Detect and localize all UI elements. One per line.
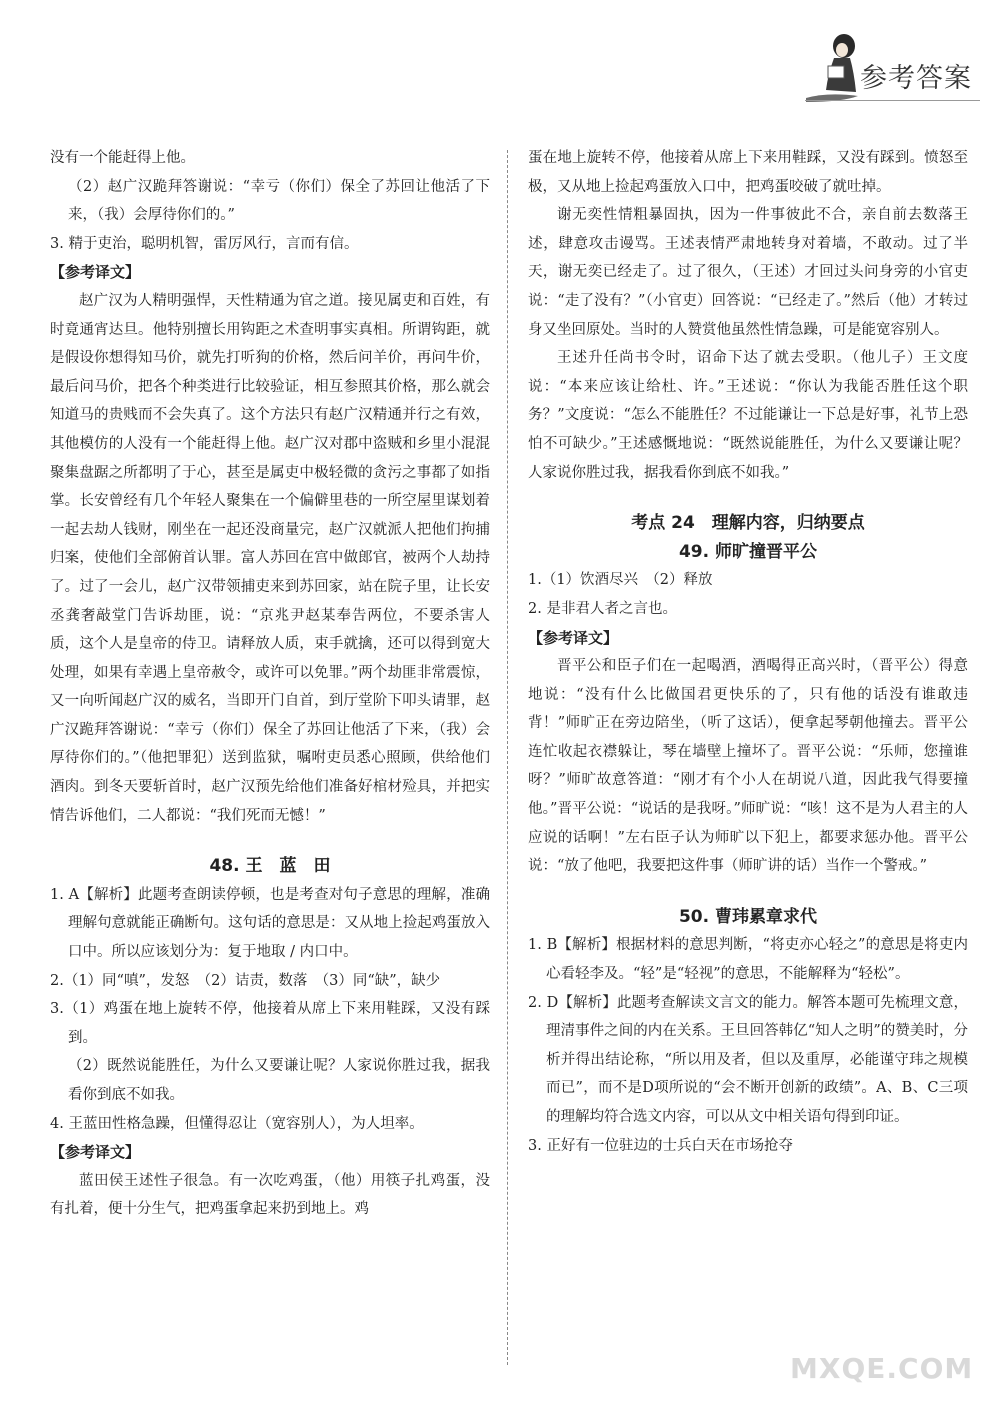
section-gap: [50, 830, 490, 852]
left-column: [50, 144, 490, 1224]
section-title: 50. 曹玮累章求代: [678, 906, 818, 927]
right-column: [528, 144, 968, 1160]
column-divider: [507, 150, 508, 1365]
answer-item: 1.（1）饮酒尽兴 （2）释放: [528, 572, 713, 589]
paragraph: 晋平公和臣子们在一起喝酒，酒喝得正高兴时，（晋平公）得意地说：“没有什么比做国君更快乐的了，只有他的话没有谁敢违背！”师旷正在旁边陪坐，（听了这话），便拿起琴朝他撞去。晋平公连忙收起衣襟躲让，琴在墙壁上撞坏了。晋平公说：“乐师，您撞谁呀？”师旷故意答道：“刚才有个小人在胡说八道，因此我气得要撞他。”晋平公说：“说话的是我呀。”师旷说：“咳！这不是为人君主的人应说的话啊！”左右臣子认为师旷以下犯上，都要求惩办他。晋平公说：“放了他吧，我要把这件事（师旷讲的话）当作一个警戒。”: [528, 658, 968, 875]
paragraph: 谢无奕性情粗暴固执，因为一件事彼此不合，亲自前去数落王述，肆意攻击谩骂。王述表情严肃地转身对着墙，不敢动。过了半天，谢无奕已经走了。过了很久，（王述）才回过头问身旁的小官吏说：“走了没有？”（小官吏）回答说：“已经走了。”然后（他）才转过身又坐回原处。当时的人赞赏他虽然性情急躁，可是能宽容别人。: [528, 207, 968, 338]
page-header-title: 参考答案: [860, 63, 972, 94]
paragraph: 没有一个能赶得上他。: [50, 150, 195, 166]
section-gap: [528, 487, 968, 509]
section-title: 48. 王 蓝 田: [209, 856, 331, 877]
answer-subitem: （2）赵广汉跪拜答谢说：“幸亏（你们）保全了苏回让他活了下来，（我）会厚待你们的。”: [68, 178, 490, 224]
answer-item: 3. 精于吏治，聪明机智，雷厉风行，言而有信。: [50, 235, 359, 252]
translation-label: 【参考译文】: [50, 263, 141, 282]
answer-subitem: （2）既然说能胜任，为什么又要谦让呢？人家说你胜过我，据我看你到底不如我。: [68, 1058, 490, 1103]
answer-item: 1. B【解析】根据材料的意思判断，“将吏亦心轻之”的意思是将吏内心看轻李及。“轻”是“轻视”的意思，不能解释为“轻松”。: [528, 937, 968, 983]
translation-label: 【参考译文】: [528, 628, 619, 647]
answer-item: 2. 是非君人者之言也。: [528, 600, 677, 617]
answer-item: 3.（1）鸡蛋在地上旋转不停，他接着从席上下来用鞋踩，又没有踩到。: [50, 1001, 490, 1046]
section-gap: [528, 881, 968, 903]
section-title: 考点 24 理解内容，归纳要点: [631, 513, 865, 534]
answer-item: 2.（1）同“嗔”，发怒 （2）诘责，数落 （3）同“缺”，缺少: [50, 972, 441, 989]
answer-item: 4. 王蓝田性格急躁，但懂得忍让（宽容别人），为人坦率。: [50, 1115, 424, 1132]
answer-item: 2. D【解析】此题考查解读文言文的能力。解答本题可先梳理文意，理清事件之间的内在关系。王旦回答韩亿“知人之明”的赞美时，分析并得出结论称，“所以用及者，但以及重厚，必能谨守玮之规模而已”，而不是D项所说的“会不断开创新的政绩”。A、B、C三项的理解均符合选文内容，可以从文中相关语句得到印证。: [528, 994, 968, 1125]
paragraph: 王述升任尚书令时，诏命下达了就去受职。（他儿子）王文度说：“本来应该让给杜、许。”王述说：“你认为我能否胜任这个职务？”文度说：“怎么不能胜任？不过能谦让一下总是好事，礼节上恐怕不可缺少。”王述感慨地说：“既然说能胜任，为什么又要谦让呢？人家说你胜过我，据我看你到底不如我。”: [528, 350, 968, 481]
paragraph: 蓝田侯王述性子很急。有一次吃鸡蛋，（他）用筷子扎鸡蛋，没有扎着，便十分生气，把鸡蛋拿起来扔到地上。鸡: [50, 1172, 490, 1218]
header-rule: [805, 100, 980, 101]
paragraph: 赵广汉为人精明强悍，天性精通为官之道。接见属吏和百姓，有时竟通宵达旦。他特别擅长用钩距之术查明事实真相。所谓钩距，就是假设你想得知马价，就先打听狗的价格，然后问羊价，再问牛价，最后问马价，把各个种类进行比较验证，相互参照其价格，那么就会知道马的贵贱而不会失真了。这个方法只有赵广汉精通并行之有效，其他模仿的人没有一个能赶得上他。赵广汉对郡中盗贼和乡里小混混聚集盘踞之所都明了于心，甚至是属吏中极轻微的贪污之事都了如指掌。长安曾经有几个年轻人聚集在一个偏僻里巷的一所空屋里谋划着一起去劫人钱财，刚坐在一起还没商量完，赵广汉就派人把他们拘捕归案，使他们全部俯首认罪。富人苏回在宫中做郎官，被两个人劫持了。过了一会儿，赵广汉带领捕吏来到苏回家，站在院子里，让长安丞龚奢敲堂门告诉劫匪，说：“京兆尹赵某奉告两位，不要杀害人质，这个人是皇帝的侍卫。请释放人质，束手就擒，还可以得到宽大处理，如果有幸遇上皇帝赦令，或许可以免罪。”两个劫匪非常震惊，又一向听闻赵广汉的威名，当即开门自首，到厅堂阶下叩头请罪，赵广汉跪拜答谢说：“幸亏（你们）保全了苏回让他活了下来，（我）会厚待你们的。”（他把罪犯）送到监狱，嘱咐吏员悉心照顾，供给他们酒肉。到冬天要斩首时，赵广汉预先给他们准备好棺材殓具，并把实情告诉他们，二人都说：“我们死而无憾！”: [50, 292, 490, 824]
translation-label: 【参考译文】: [50, 1143, 141, 1162]
watermark: MXQE.COM: [790, 1352, 974, 1385]
paragraph: 蛋在地上旋转不停，他接着从席上下来用鞋踩，又没有踩到。愤怒至极，又从地上捡起鸡蛋放入口中，把鸡蛋咬破了就吐掉。: [528, 150, 968, 195]
section-title: 49. 师旷撞晋平公: [678, 541, 818, 562]
answer-item: 1. A【解析】此题考查朗读停顿，也是考查对句子意思的理解，准确理解句意就能正确断句。这句话的意思是：又从地上捡起鸡蛋放入口中。所以应该划分为：复于地取 / 内口中。: [50, 886, 490, 961]
answer-item: 3. 正好有一位驻边的士兵白天在市场抢夺: [528, 1137, 793, 1154]
